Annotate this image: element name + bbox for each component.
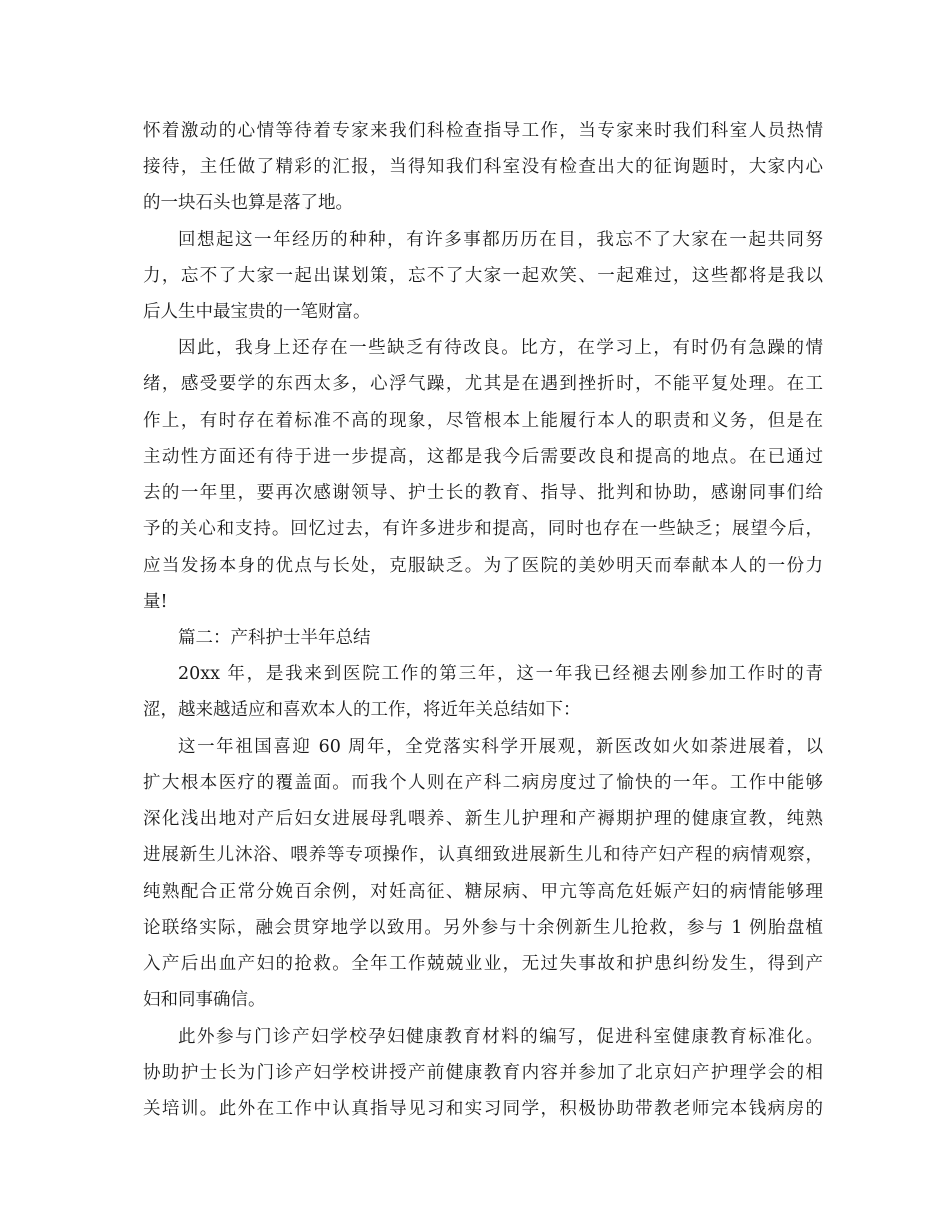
text-line: 怀着激动的心情等待着专家来我们科检查指导工作，当专家来时我们科室人员热情 [143,121,823,141]
text-line: 予的关心和支持。回忆过去，有许多进步和提高，同时也存在一些缺乏；展望今后， [143,519,823,539]
paragraph-first-line: 20xx 年，是我来到医院工作的第三年，这一年我已经褪去刚参加工作时的青 [178,664,823,684]
text-line: 量! [143,592,168,612]
paragraph-first-line: 回想起这一年经历的种种，有许多事都历历在目，我忘不了大家在一起共同努 [178,230,823,250]
text-line: 论联络实际，融会贯穿地学以致用。另外参与十余例新生儿抢救，参与 1 例胎盘植 [143,918,823,938]
text-line: 的一块石头也算是落了地。 [143,193,353,213]
paragraph-first-line: 因此，我身上还存在一些缺乏有待改良。比方，在学习上，有时仍有急躁的情 [178,338,823,358]
text-line: 纯熟配合正常分娩百余例，对妊高征、糖尿病、甲亢等高危妊娠产妇的病情能够理 [143,882,823,902]
text-line: 力，忘不了大家一起出谋划策，忘不了大家一起欢笑、一起难过，这些都将是我以 [143,266,823,286]
paragraph-first-line: 此外参与门诊产妇学校孕妇健康教育材料的编写，促进科室健康教育标准化。 [178,1027,823,1047]
text-line: 接待，主任做了精彩的汇报，当得知我们科室没有检查出大的征询题时，大家内心 [143,157,823,177]
text-line: 主动性方面还有待于进一步提高，这都是我今后需要改良和提高的地点。在已通过 [143,447,823,467]
text-line: 涩，越来越适应和喜欢本人的工作，将近年关总结如下： [143,700,581,720]
text-line: 作上，有时存在着标准不高的现象，尽管根本上能履行本人的职责和义务，但是在 [143,411,823,431]
text-line: 去的一年里，要再次感谢领导、护士长的教育、指导、批判和协助，感谢同事们给 [143,483,823,503]
text-line: 协助护士长为门诊产妇学校讲授产前健康教育内容并参加了北京妇产护理学会的相 [143,1063,823,1083]
text-line: 绪，感受要学的东西太多，心浮气躁，尤其是在遇到挫折时，不能平复处理。在工 [143,374,823,394]
section-heading: 篇二：产科护士半年总结 [178,628,371,648]
text-line: 进展新生儿沐浴、喂养等专项操作，认真细致进展新生儿和待产妇产程的病情观察， [143,845,823,865]
text-line: 扩大根本医疗的覆盖面。而我个人则在产科二病房度过了愉快的一年。工作中能够 [143,773,823,793]
paragraph-first-line: 这一年祖国喜迎 60 周年，全党落实科学开展观，新医改如火如荼进展着，以 [178,737,823,757]
text-line: 后人生中最宝贵的一笔财富。 [143,302,371,322]
text-line: 入产后出血产妇的抢救。全年工作兢兢业业，无过失事故和护患纠纷发生，得到产 [143,954,823,974]
text-line: 深化浅出地对产后妇女进展母乳喂养、新生儿护理和产褥期护理的健康宣教，纯熟 [143,809,823,829]
text-line: 关培训。此外在工作中认真指导见习和实习同学，积极协助带教老师完本钱病房的 [143,1099,823,1119]
text-line: 妇和同事确信。 [143,990,266,1010]
text-line: 应当发扬本身的优点与长处，克服缺乏。为了医院的美妙明天而奉献本人的一份力 [143,556,823,576]
